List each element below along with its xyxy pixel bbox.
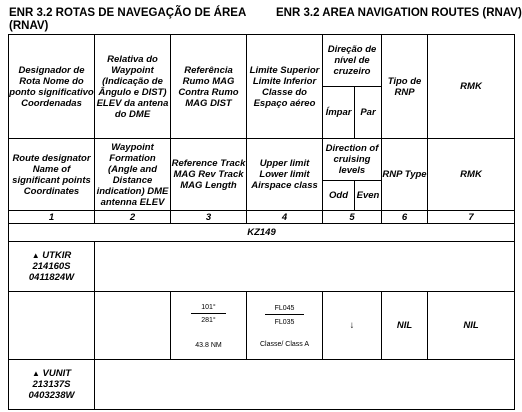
waypoint-name: UTKIR xyxy=(42,250,72,261)
header-pt-rmk: RMK xyxy=(428,35,515,139)
header-en-odd: Odd xyxy=(323,181,355,211)
header-en-direction: Direction of cruising levels xyxy=(323,139,382,181)
header-pt-designator: Designador de Rota Nome do ponto significativo Coordenadas xyxy=(9,35,95,139)
waypoint-blank xyxy=(95,360,515,410)
segment-upper-limit: FL045 xyxy=(265,304,305,315)
header-pt-even: Par xyxy=(355,87,382,139)
column-number-3: 3 xyxy=(171,211,247,224)
segment-rev-track: 281° xyxy=(201,316,216,324)
triangle-icon: ▲ xyxy=(31,251,40,260)
triangle-icon: ▲ xyxy=(31,369,40,378)
header-en-waypoint: Waypoint Formation (Angle and Distance indication) DME antenna ELEV xyxy=(95,139,171,211)
segment-empty-1 xyxy=(9,292,95,360)
segment-track: 101° xyxy=(191,303,225,314)
header-en-limits: Upper limit Lower limit Airspace class xyxy=(247,139,323,211)
header-en-designator: Route designator Name of significant points Coordinates xyxy=(9,139,95,211)
waypoint-latitude: 214160S xyxy=(32,261,71,272)
segment-empty-2 xyxy=(95,292,171,360)
header-pt-limits: Limite Superior Limite Inferior Classe do Espaço aéreo xyxy=(247,35,323,139)
header-pt-direction: Direção de nível de cruzeiro xyxy=(323,35,382,87)
header-en-reference: Reference Track MAG Rev Track MAG Length xyxy=(171,139,247,211)
segment-length: 43.8 NM xyxy=(195,341,222,349)
segment-airspace-class: Classe/ Class A xyxy=(259,341,310,348)
waypoint-vunit xyxy=(9,360,95,410)
header-pt-odd: Ímpar xyxy=(323,87,355,139)
route-designator: KZ149 xyxy=(9,224,515,242)
column-number-4: 4 xyxy=(247,211,323,224)
header-pt-reference: Referência Rumo MAG Contra Rumo MAG DIST xyxy=(171,35,247,139)
header-pt-waypoint: Relativa do Waypoint (Indicação de Ângulo e DIST) ELEV da antena do DME xyxy=(95,35,171,139)
segment-limits xyxy=(247,292,323,360)
waypoint-blank xyxy=(95,242,515,292)
rnav-routes-table xyxy=(8,34,515,410)
waypoint-longitude: 0411824W xyxy=(28,272,75,283)
waypoint-latitude: 213137S xyxy=(32,379,71,390)
waypoint-name: VUNIT xyxy=(42,368,72,379)
title-portuguese: ENR 3.2 ROTAS DE NAVEGAÇÃO DE ÁREA (RNAV) xyxy=(9,7,246,32)
segment-rmk: NIL xyxy=(428,292,515,360)
header-en-rnp: RNP Type xyxy=(382,139,428,211)
segment-rnp: NIL xyxy=(382,292,428,360)
column-number-5: 5 xyxy=(323,211,382,224)
title-english: ENR 3.2 AREA NAVIGATION ROUTES (RNAV) xyxy=(276,7,522,19)
header-en-rmk: RMK xyxy=(428,139,515,211)
header-pt-rnp: Tipo de RNP xyxy=(382,35,428,139)
column-number-1: 1 xyxy=(9,211,95,224)
column-number-6: 6 xyxy=(382,211,428,224)
segment-lower-limit: FL035 xyxy=(274,319,295,326)
waypoint-longitude: 0403238W xyxy=(28,390,75,401)
header-en-even: Even xyxy=(355,181,382,211)
column-number-2: 2 xyxy=(95,211,171,224)
column-number-7: 7 xyxy=(428,211,515,224)
segment-reference xyxy=(171,292,247,360)
down-arrow-icon: ↓ xyxy=(323,292,382,360)
waypoint-utkir xyxy=(9,242,95,292)
